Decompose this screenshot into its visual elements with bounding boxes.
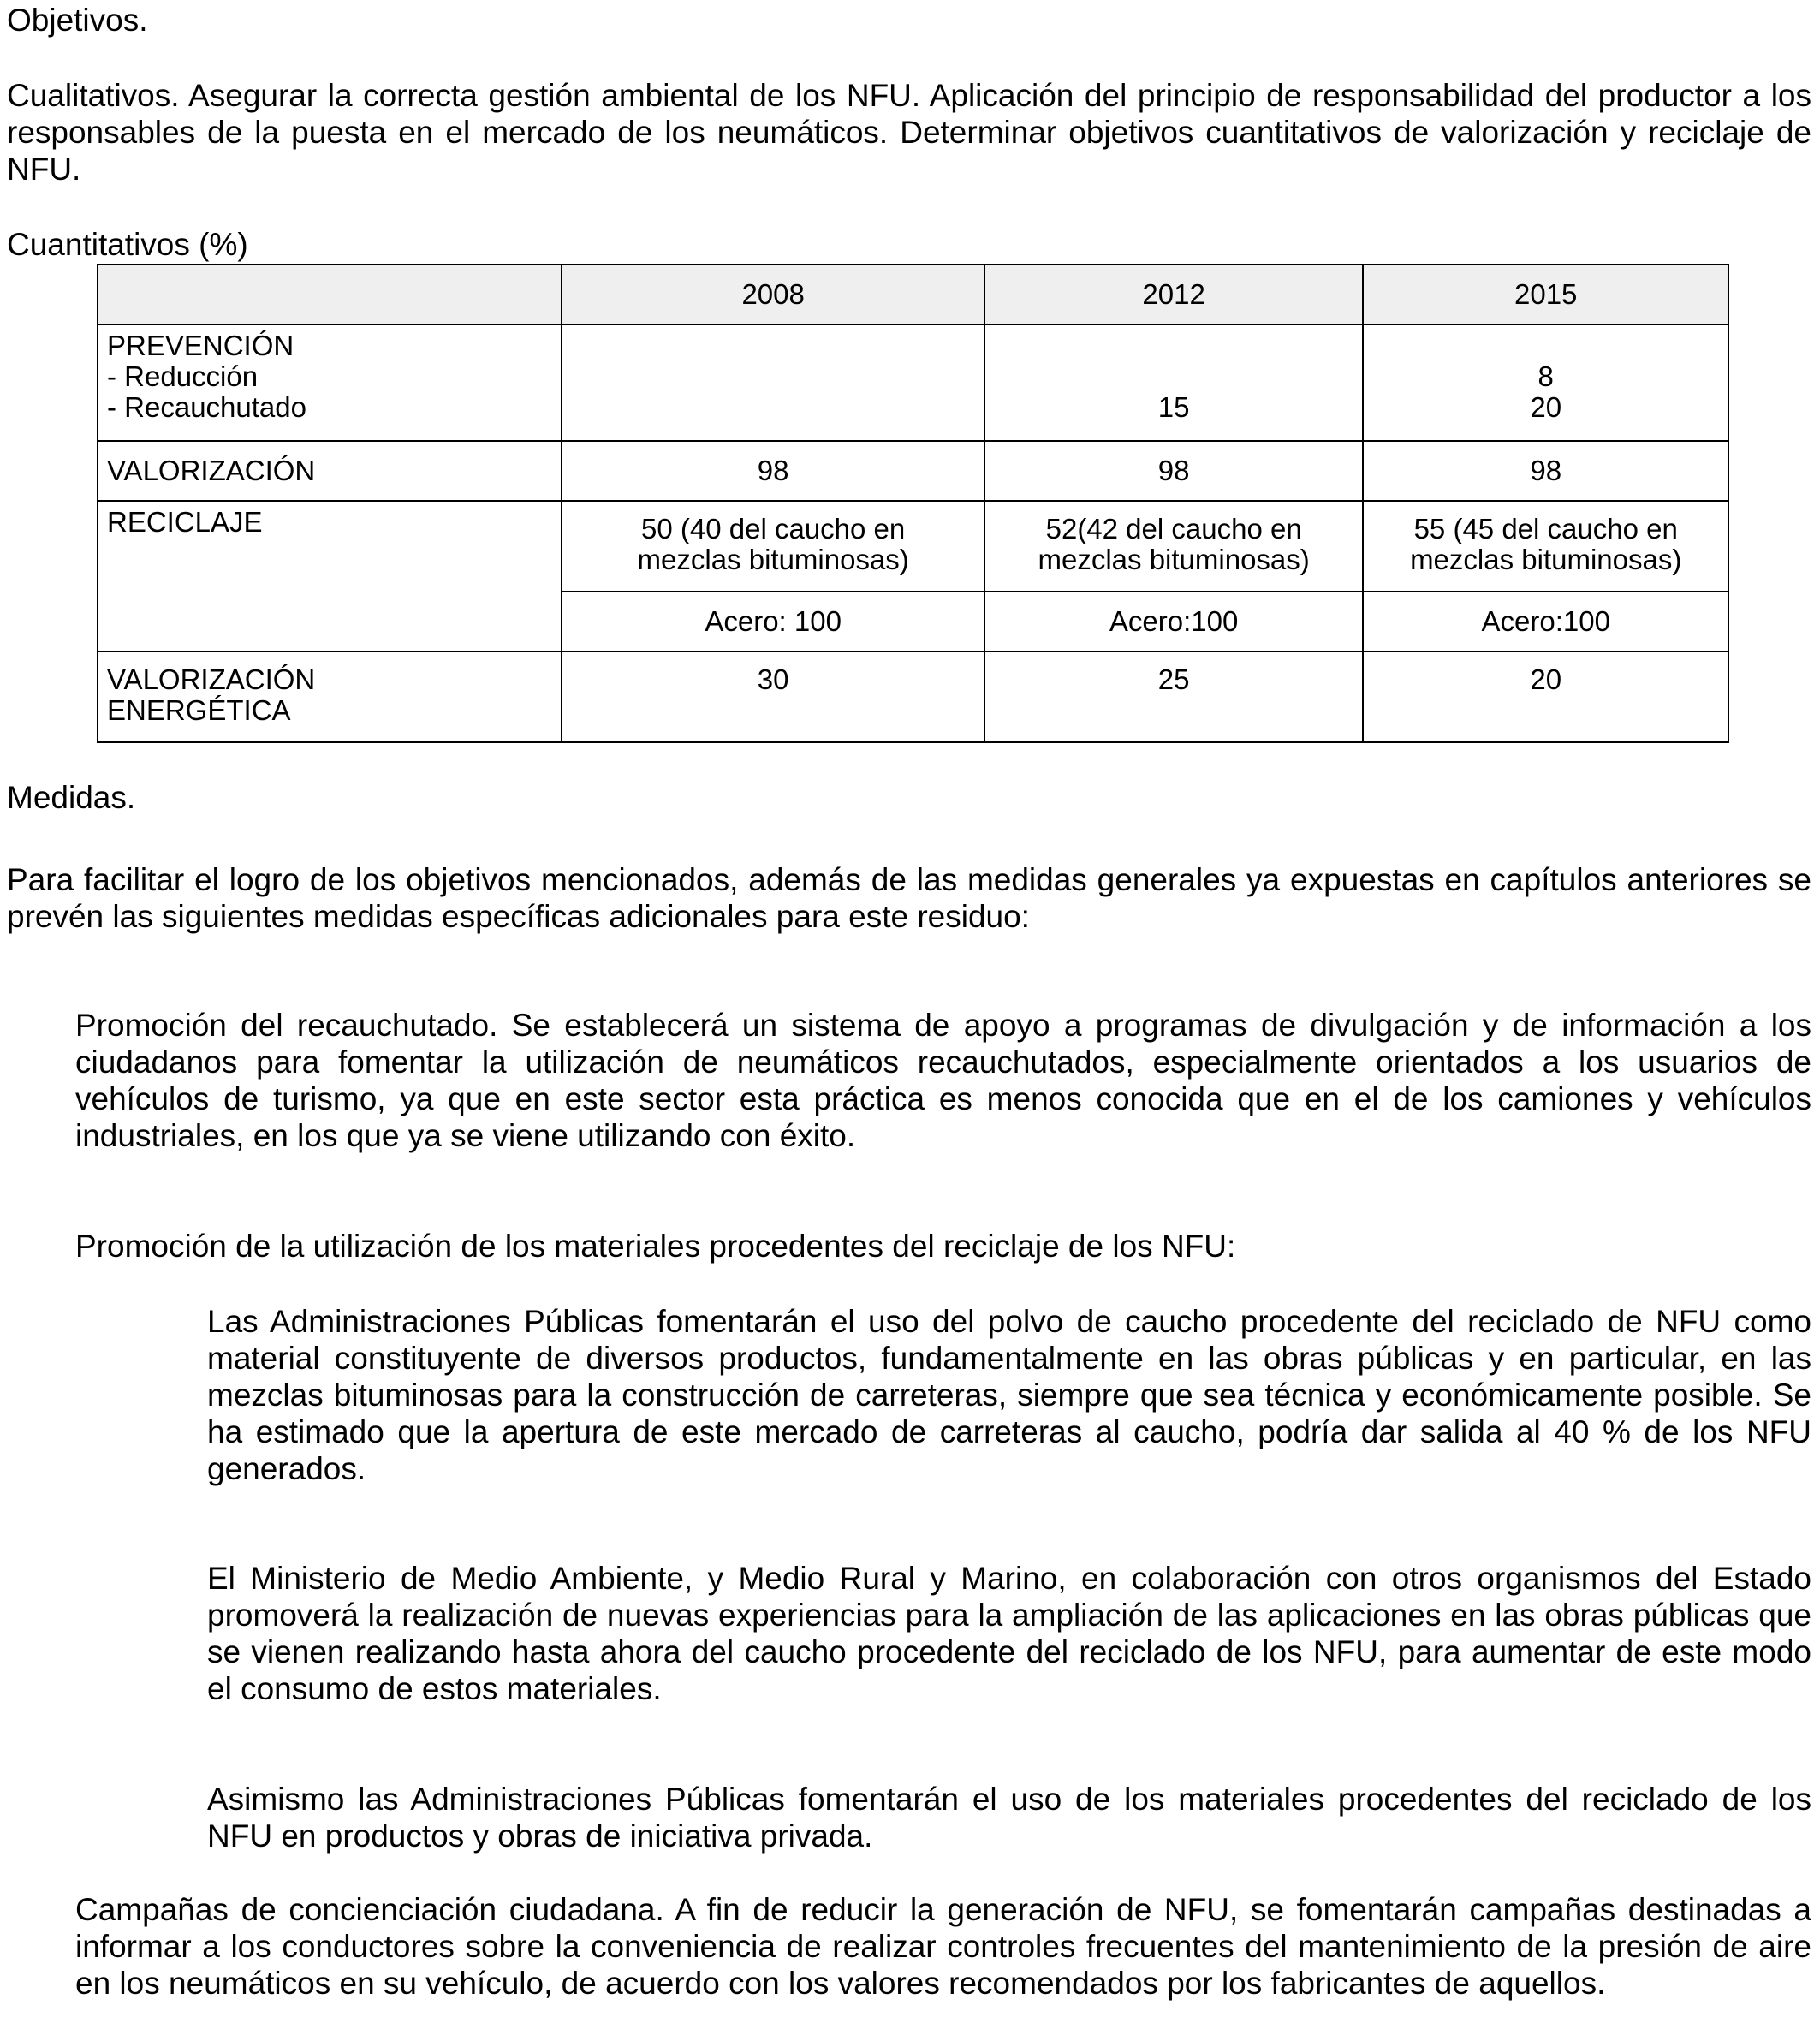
cell-line (994, 361, 1354, 392)
paragraph-campanas: Campañas de concienciación ciudadana. A fin de reducir la generación de NFU, se fomentarán campañas destinadas a informar a los conductores sobre la conveniencia de realizar controles frecuentes del mantenimiento de la presión de aire en los neumáticos en su vehículo, de acuerdo con los valores recomendados por los fabricantes de aquellos. (75, 1892, 1811, 2001)
cell-line: 50 (40 del caucho en (641, 513, 906, 544)
cell-line (571, 392, 974, 423)
cell-energetica-2012: 25 (984, 652, 1364, 742)
cell-line (1372, 330, 1719, 361)
paragraph-promocion-recauchutado: Promoción del recauchutado. Se establecerá un sistema de apoyo a programas de divulgación y de información a los ciudadanos para fomentar la utilización de neumáticos recauchutados, especialmente orientados a los usuarios de vehículos de turismo, ya que en este sector esta práctica es menos conocida que en el de los camiones y vehículos industriales, en los que ya se viene utilizando con éxito. (75, 1008, 1811, 1153)
table-header-empty (98, 265, 562, 324)
cell-acero-2008: Acero: 100 (562, 592, 984, 652)
cell-line: 20 (1530, 391, 1562, 423)
cell-energetica-2015: 20 (1363, 652, 1728, 742)
cell-line: mezclas bituminosas) (637, 544, 909, 575)
cell-reciclaje-2015 (1363, 501, 1728, 592)
row-label-prevencion (98, 324, 562, 441)
cell-valorizacion-2015: 98 (1363, 441, 1728, 501)
label-line: - Recauchutado (107, 391, 306, 423)
label-line: - Reducción (107, 360, 259, 392)
label-line: ENERGÉTICA (107, 694, 291, 726)
paragraph-administraciones: Las Administraciones Públicas fomentarán el uso del polvo de caucho procedente del reciclado de NFU como material constituyente de diversos productos, fundamentalmente en las obras públicas y en particular, en las mezclas bituminosas para la construcción de carreteras, siempre que sea técnica y económicamente posible. Se ha estimado que la apertura de este mercado de carreteras al caucho, podría dar salida al 40 % de los NFU generados. (207, 1304, 1811, 1486)
paragraph-para-facilitar: Para facilitar el logro de los objetivos mencionados, además de las medidas generales ya expuestas en capítulos anteriores se prevén las siguientes medidas específicas adicionales para este residuo: (7, 862, 1811, 934)
paragraph-cualitativos: Cualitativos. Asegurar la correcta gestión ambiental de los NFU. Aplicación del principio de responsabilidad del productor a los responsables de la puesta en el mercado de los neumáticos. Determinar objetivos cuantitativos de valorización y reciclaje de NFU. (7, 78, 1811, 187)
cell-line: 8 (1537, 360, 1554, 392)
cell-prevencion-2012 (984, 324, 1364, 441)
cell-line: 15 (1157, 391, 1190, 423)
table-row-valorizacion-energetica (98, 652, 1728, 742)
cell-valorizacion-2008: 98 (562, 441, 984, 501)
table-row-valorizacion (98, 441, 1728, 501)
paragraph-asimismo: Asimismo las Administraciones Públicas fomentarán el uso de los materiales procedentes del reciclado de los NFU en productos y obras de iniciativa privada. (207, 1782, 1811, 1854)
cell-reciclaje-2008 (562, 501, 984, 592)
table-row-reciclaje (98, 501, 1728, 592)
heading-cuantitativos: Cuantitativos (%) (7, 227, 248, 262)
heading-objetivos: Objetivos. (7, 3, 148, 38)
label-line: VALORIZACIÓN (107, 663, 316, 695)
cell-line: mezclas bituminosas) (1410, 544, 1682, 575)
cell-line (571, 330, 974, 361)
row-label-valorizacion-energetica (98, 652, 562, 742)
cell-energetica-2008: 30 (562, 652, 984, 742)
objectives-table (97, 264, 1729, 743)
label-line: PREVENCIÓN (107, 330, 294, 361)
cell-valorizacion-2012: 98 (984, 441, 1364, 501)
cell-prevencion-2015 (1363, 324, 1728, 441)
row-label-valorizacion: VALORIZACIÓN (98, 441, 562, 501)
heading-medidas: Medidas. (7, 780, 136, 815)
paragraph-promocion-materiales: Promoción de la utilización de los materiales procedentes del reciclaje de los NFU: (75, 1229, 1236, 1264)
row-label-reciclaje: RECICLAJE (98, 501, 562, 652)
cell-acero-2015: Acero:100 (1363, 592, 1728, 652)
cell-reciclaje-2012 (984, 501, 1364, 592)
cell-line: 52(42 del caucho en (1045, 513, 1302, 544)
column-header-2015: 2015 (1363, 265, 1728, 324)
cell-acero-2012: Acero:100 (984, 592, 1364, 652)
cell-line (994, 330, 1354, 361)
table-row-prevencion (98, 324, 1728, 441)
cell-line (571, 361, 974, 392)
cell-prevencion-2008 (562, 324, 984, 441)
table-header-row (98, 265, 1728, 324)
cell-line: mezclas bituminosas) (1038, 544, 1310, 575)
cell-line: 55 (45 del caucho en (1413, 513, 1678, 544)
column-header-2008: 2008 (562, 265, 984, 324)
column-header-2012: 2012 (984, 265, 1364, 324)
paragraph-ministerio: El Ministerio de Medio Ambiente, y Medio Rural y Marino, en colaboración con otros organismos del Estado promoverá la realización de nuevas experiencias para la ampliación de las aplicaciones en las obras públicas que se vienen realizando hasta ahora del caucho procedente del reciclado de los NFU, para aumentar de este modo el consumo de estos materiales. (207, 1561, 1811, 1706)
